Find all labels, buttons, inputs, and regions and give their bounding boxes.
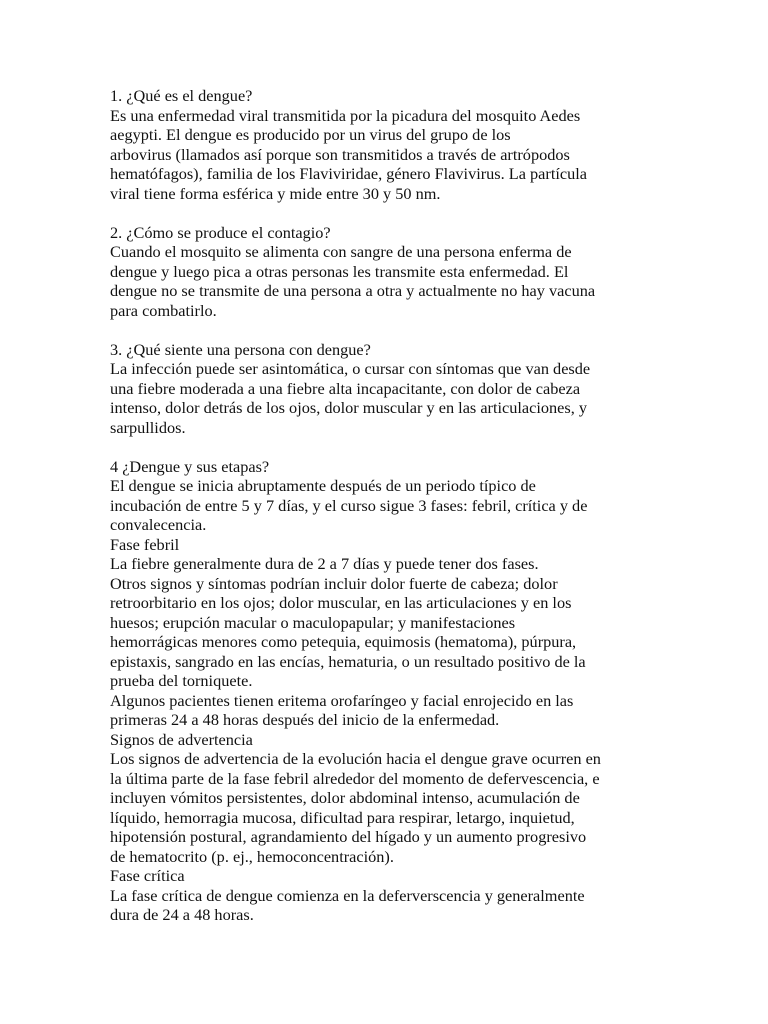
paragraph-line: La infección puede ser asintomática, o cursar con síntomas que van desde [110, 359, 591, 378]
document-page [110, 86, 670, 925]
paragraph-line: La fase crítica de dengue comienza en la deferverscencia y generalmente [110, 885, 585, 905]
paragraph-line: para combatirlo. [110, 300, 217, 320]
paragraph-line: intenso, dolor detrás de los ojos, dolor muscular y en las articulaciones, y [110, 398, 588, 417]
paragraph-line: hipotensión postural, agrandamiento del hígado y un aumento progresivo [110, 827, 587, 846]
paragraph-line: viral tiene forma esférica y mide entre 30 y 50 nm. [110, 183, 441, 203]
paragraph-line: arbovirus (llamados así porque son transmitidos a través de artrópodos [110, 144, 570, 164]
paragraph-line: Otros signos y síntomas podrían incluir dolor fuerte de cabeza; dolor [110, 573, 558, 593]
paragraph-line: dura de 24 a 48 horas. [110, 905, 254, 924]
paragraph-line: Es una enfermedad viral transmitida por la picadura del mosquito Aedes [110, 105, 581, 125]
paragraph-line: dengue no se transmite de una persona a otra y actualmente no hay vacuna [110, 281, 596, 300]
paragraph-line: sarpullidos. [110, 417, 186, 437]
paragraph-line: aegypti. El dengue es producido por un virus del grupo de los [110, 125, 511, 144]
paragraph-line: epistaxis, sangrado en las encías, hematuria, o un resultado positivo de la [110, 651, 586, 671]
subheading-fase-critica: Fase crítica [110, 866, 185, 885]
paragraph-line: de hematocrito (p. ej., hemoconcentración). [110, 846, 394, 866]
section-heading: 4 ¿Dengue y sus etapas? [110, 456, 270, 476]
paragraph-line: El dengue se inicia abruptamente después de un periodo típico de [110, 476, 536, 495]
paragraph-line: convalecencia. [110, 515, 207, 534]
paragraph-line: hemorrágicas menores como petequia, equimosis (hematoma), púrpura, [110, 632, 577, 651]
section-que-es-el-dengue [110, 86, 670, 203]
subheading-fase-febril: Fase febril [110, 534, 180, 554]
section-spacer [110, 437, 670, 457]
section-spacer [110, 203, 670, 223]
paragraph-line: huesos; erupción macular o maculopapular; y manifestaciones [110, 612, 516, 632]
section-contagio [110, 223, 670, 321]
section-spacer [110, 320, 670, 340]
paragraph-line: Los signos de advertencia de la evolución hacia el dengue grave ocurren en [110, 749, 601, 768]
paragraph-line: dengue y luego pica a otras personas les transmite esta enfermedad. El [110, 261, 569, 281]
paragraph-line: La fiebre generalmente dura de 2 a 7 días y puede tener dos fases. [110, 554, 539, 573]
section-heading: 2. ¿Cómo se produce el contagio? [110, 222, 331, 242]
section-heading: 1. ¿Qué es el dengue? [110, 86, 253, 105]
section-sintomas [110, 340, 670, 438]
subheading-signos-de-advertencia: Signos de advertencia [110, 729, 253, 749]
paragraph-line: una fiebre moderada a una fiebre alta incapacitante, con dolor de cabeza [110, 378, 581, 398]
section-etapas [110, 457, 670, 925]
paragraph-line: incluyen vómitos persistentes, dolor abdominal intenso, acumulación de [110, 788, 580, 807]
paragraph-line: incubación de entre 5 y 7 días, y el curso sigue 3 fases: febril, crítica y de [110, 495, 588, 515]
paragraph-line: la última parte de la fase febril alrededor del momento de defervescencia, e [110, 768, 600, 788]
paragraph-line: Cuando el mosquito se alimenta con sangre de una persona enferma de [110, 242, 572, 261]
paragraph-line: primeras 24 a 48 horas después del inicio de la enfermedad. [110, 710, 500, 729]
paragraph-line: Algunos pacientes tienen eritema orofaríngeo y facial enrojecido en las [110, 690, 574, 710]
section-heading: 3. ¿Qué siente una persona con dengue? [110, 339, 371, 359]
paragraph-line: prueba del torniquete. [110, 671, 253, 690]
paragraph-line: retroorbitario en los ojos; dolor muscular, en las articulaciones y en los [110, 593, 572, 612]
paragraph-line: líquido, hemorragia mucosa, dificultad para respirar, letargo, inquietud, [110, 807, 575, 827]
paragraph-line: hematófagos), familia de los Flaviviridae, género Flavivirus. La partícula [110, 164, 587, 183]
